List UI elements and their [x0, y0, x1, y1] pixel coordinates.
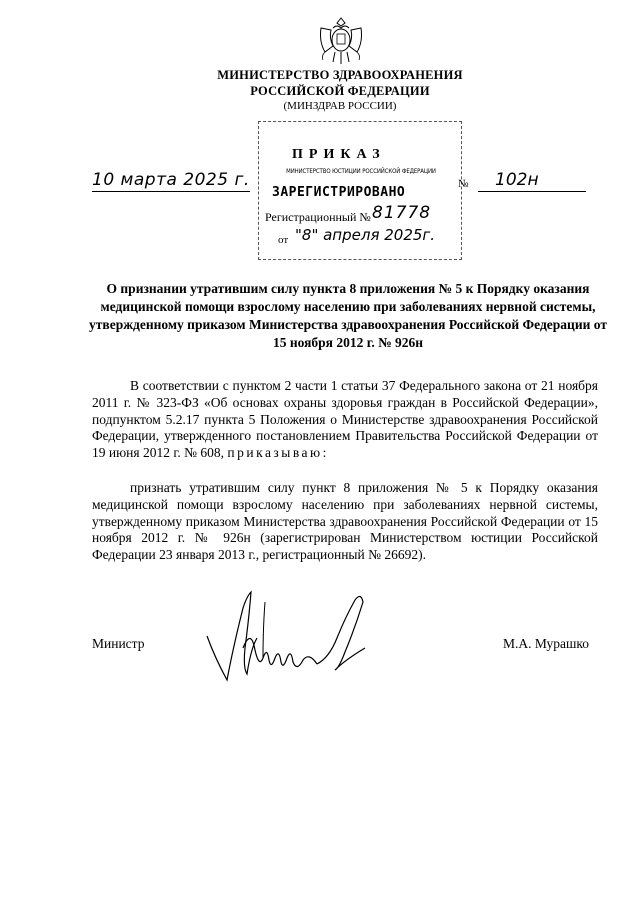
stamp-date-prefix: от	[278, 234, 289, 246]
document-title: О признании утратившим силу пункта 8 приложения № 5 к Порядку оказания медицинской помощи взрослому населению при заболеваниях нервной системы, утвержденному приказом Министерства здравоохранения Российской Федерации от 15 ноября 2012 г. № 926н	[89, 281, 607, 350]
operative-paragraph: признать утратившим силу пункт 8 приложения № 5 к Порядку оказания медицинской помощи взрослому населению при заболеваниях нервной системы, утвержденному приказом Министерства здравоохранения Российской Федерации от 15 ноября 2012 г. № 926н (зарегистрирован Министерством юстиции Российской Федерации 23 января 2013 г., регистрационный № 26692).	[92, 480, 598, 563]
order-date-handwritten: 10 марта 2025 г.	[92, 170, 250, 190]
ministry-abbreviation: (МИНЗДРАВ РОССИИ)	[283, 100, 397, 112]
stamp-date-value: "8" апреля 2025г.	[295, 226, 436, 244]
order-word: приказываю:	[227, 445, 329, 461]
ministry-name-line2: РОССИЙСКОЙ ФЕДЕРАЦИИ	[250, 84, 430, 98]
preamble-text: В соответствии с пунктом 2 части 1 статьи 37 Федерального закона от 21 ноября 2011 г. № 323-ФЗ «Об основах охраны здоровья граждан в Российской Федерации», подпунктом 5.2.17 пункта 5 Положения о Министерстве здравоохранения Российской Федерации, утвержденного постановлением Правительства Российской Федерации от 19 июня 2012 г. № 608,	[92, 378, 598, 461]
stamp-registered-label: ЗАРЕГИСТРИРОВАНО	[272, 185, 406, 200]
ministry-name-line1: МИНИСТЕРСТВО ЗДРАВООХРАНЕНИЯ	[217, 68, 463, 82]
coat-of-arms-emblem	[315, 12, 367, 68]
order-heading: ПРИКАЗ	[292, 147, 386, 162]
stamp-regno-value: 81778	[372, 203, 432, 223]
stamp-ministry-name: МИНИСТЕРСТВО ЮСТИЦИИ РОССИЙСКОЙ ФЕДЕРАЦИИ	[286, 168, 436, 175]
handwritten-signature	[205, 588, 380, 688]
signatory-position: Министр	[92, 636, 145, 651]
order-number-handwritten: 102н	[495, 170, 539, 190]
signatory-name: М.А. Мурашко	[503, 636, 590, 651]
order-number-label: №	[458, 178, 469, 190]
order-date-underline	[92, 191, 250, 192]
preamble-paragraph	[92, 378, 598, 462]
stamp-regno-label: Регистрационный №	[265, 210, 371, 224]
order-number-underline	[478, 191, 586, 192]
